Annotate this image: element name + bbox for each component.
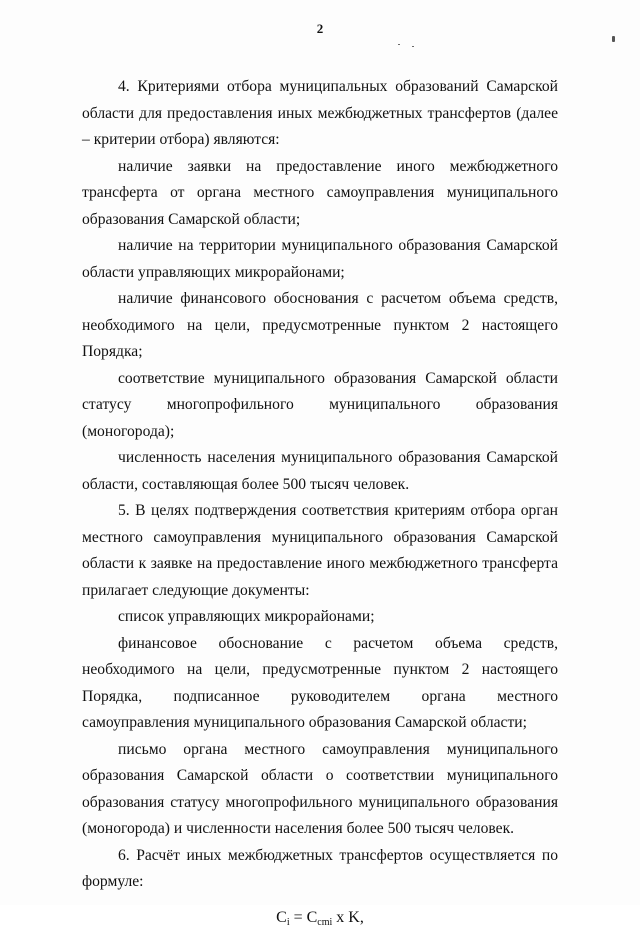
document-body: [82, 74, 558, 936]
paragraph: наличие заявки на предоставление иного межбюджетного трансферта от органа местного самоуправления муниципального образования Самарской области;: [82, 157, 558, 228]
formula: [82, 905, 558, 936]
scan-speck: [612, 36, 615, 42]
formula-equals: =: [289, 908, 307, 926]
formula-lhs-subscript: i: [286, 916, 290, 928]
paragraph: 6. Расчёт иных межбюджетных трансфертов осуществляется по формуле:: [82, 846, 558, 890]
paragraph: список управляющих микрорайонами;: [118, 608, 375, 625]
scan-speck: [412, 46, 414, 47]
paragraph: численность населения муниципального образования Самарской области, составляющая более 500 тысяч человек.: [82, 449, 558, 493]
paragraph: наличие финансового обоснования с расчетом объема средств, необходимого на цели, предусмотренные пунктом 2 настоящего Порядка;: [82, 290, 558, 360]
paragraph: 5. В целях подтверждения соответствия критериям отбора орган местного самоуправления муниципального образования Самарской области к заявке на предоставление иного межбюджетного трансферта прилагает следующие документы:: [82, 502, 558, 599]
page-number: 2: [316, 21, 324, 36]
scan-speck: [398, 44, 400, 45]
formula-rhs-subscript: сmi: [317, 916, 333, 928]
formula-rest: x K,: [332, 908, 364, 926]
paragraph: наличие на территории муниципального образования Самарской области управляющих микрорайонами;: [82, 237, 558, 281]
paragraph: соответствие муниципального образования Самарской области статусу многопрофильного муниципального образования (моногорода);: [82, 369, 558, 440]
paragraph: финансовое обоснование с расчетом объема средств, необходимого на цели, предусмотренные пунктом 2 настоящего Порядка, подписанное руководителем органа местного самоуправления муниципального образования Самарской области;: [82, 634, 558, 731]
formula-lhs: C: [276, 908, 287, 926]
paragraph: 4. Критериями отбора муниципальных образований Самарской области для предоставления иных межбюджетных трансфертов (далее – критерии отбора) являются:: [82, 78, 558, 148]
paragraph: письмо органа местного самоуправления муниципального образования Самарской области о соответствии муниципального образования статусу многопрофильного муниципального образования (моногорода) и численности населения более 500 тысяч человек.: [82, 740, 558, 837]
formula-rhs: C: [306, 908, 318, 926]
